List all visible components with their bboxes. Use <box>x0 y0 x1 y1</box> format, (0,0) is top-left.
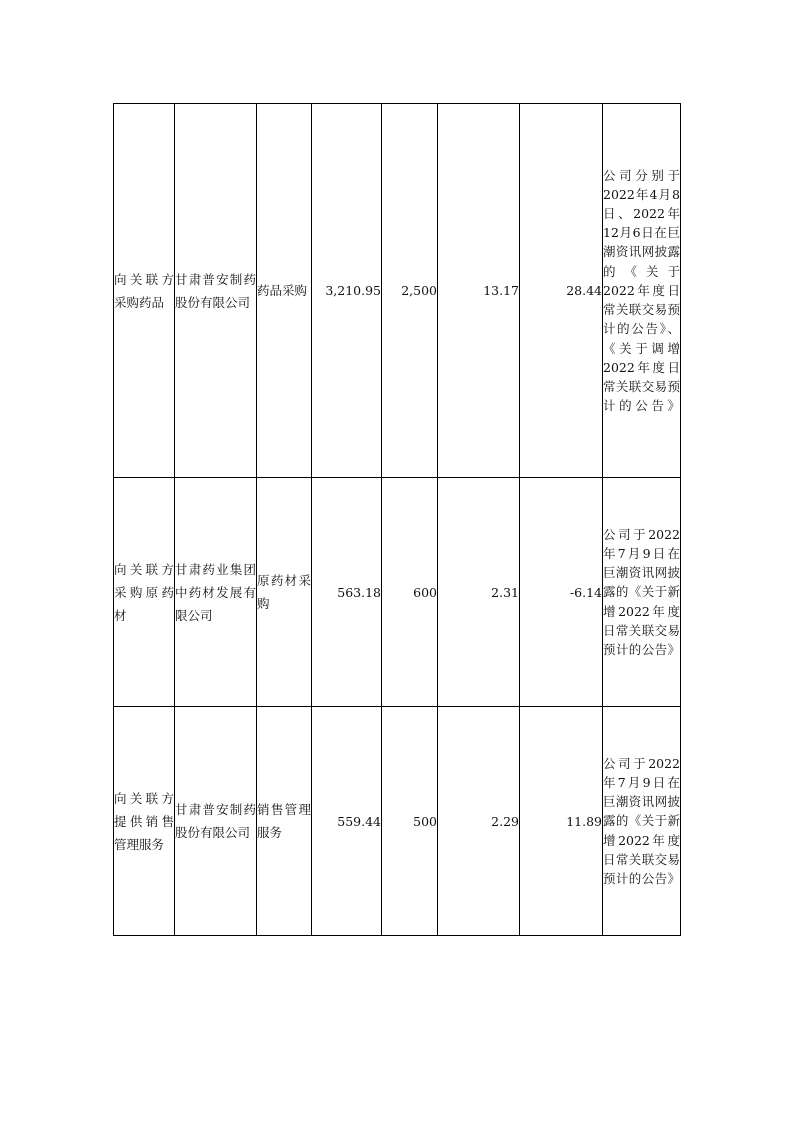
relation-type-cell: 向关联方采购原药材 <box>114 478 175 707</box>
transaction-content-cell: 原药材采购 <box>257 478 312 707</box>
estimated-amount-cell: 500 <box>382 707 438 936</box>
disclosure-cell: 公司于2022年7月9日在巨潮资讯网披露的《关于新增2022年度日常关联交易预计的公告》 <box>603 707 681 936</box>
estimated-amount-cell: 600 <box>382 478 438 707</box>
related-transactions-table <box>113 103 681 936</box>
actual-amount-cell: 3,210.95 <box>312 104 382 478</box>
difference-cell: -6.14 <box>520 478 603 707</box>
transaction-content-cell: 药品采购 <box>257 104 312 478</box>
difference-cell: 11.89 <box>520 707 603 936</box>
relation-type-cell: 向关联方采购药品 <box>114 104 175 478</box>
ratio-cell: 13.17 <box>438 104 520 478</box>
actual-amount-cell: 563.18 <box>312 478 382 707</box>
relation-type-cell: 向关联方提供销售管理服务 <box>114 707 175 936</box>
disclosure-cell: 公司于2022年7月9日在巨潮资讯网披露的《关于新增2022年度日常关联交易预计的公告》 <box>603 478 681 707</box>
ratio-cell: 2.29 <box>438 707 520 936</box>
related-party-cell: 甘肃普安制药股份有限公司 <box>175 707 257 936</box>
ratio-cell: 2.31 <box>438 478 520 707</box>
table-row <box>114 707 681 936</box>
difference-cell: 28.44 <box>520 104 603 478</box>
related-party-cell: 甘肃普安制药股份有限公司 <box>175 104 257 478</box>
actual-amount-cell: 559.44 <box>312 707 382 936</box>
related-party-cell: 甘肃药业集团中药材发展有限公司 <box>175 478 257 707</box>
table-row <box>114 478 681 707</box>
disclosure-cell: 公司分别于2022年4月8日、2022年12月6日在巨潮资讯网披露的《关于2022年度日常关联交易预计的公告》、《关于调增2022年度日常关联交易预计的公告》 <box>603 104 681 478</box>
table-row <box>114 104 681 478</box>
estimated-amount-cell: 2,500 <box>382 104 438 478</box>
transaction-content-cell: 销售管理服务 <box>257 707 312 936</box>
